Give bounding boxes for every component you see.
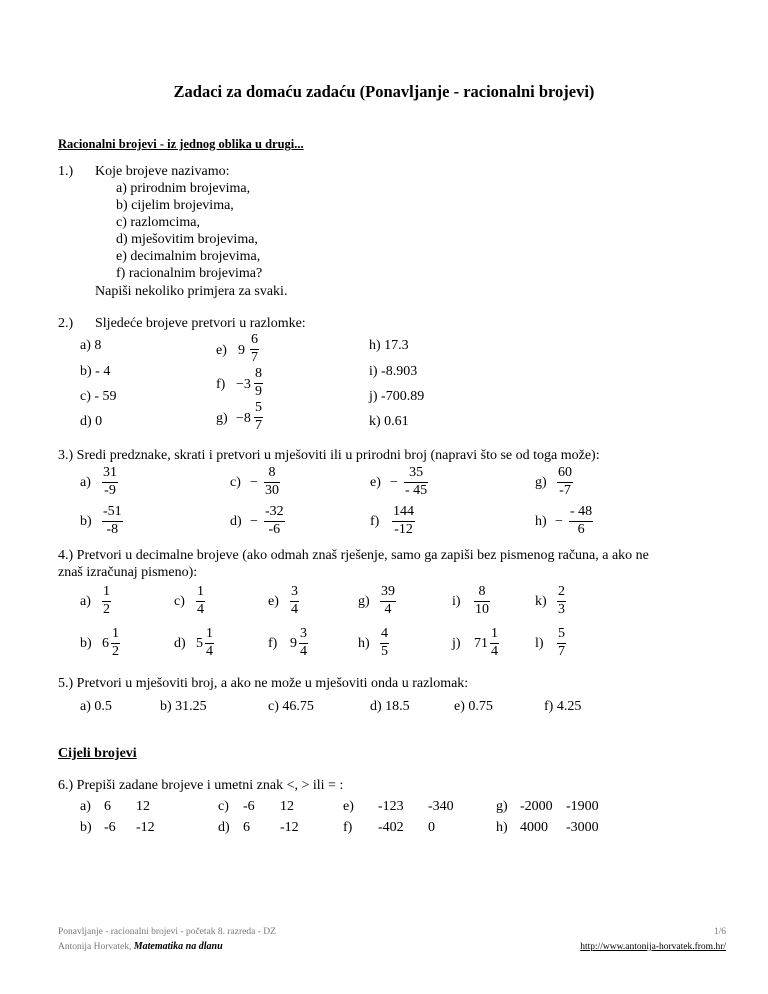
item-label: f)	[343, 820, 353, 835]
list-item: c) razlomcima,	[116, 215, 200, 230]
mixed-whole: 71	[474, 636, 488, 651]
document-title: Zadaci za domaću zadaću (Ponavljanje - racionalni brojevi)	[173, 82, 595, 101]
compare-value-right: 0	[428, 820, 435, 835]
numerator: 1	[197, 584, 204, 599]
compare-value-left: -123	[378, 799, 404, 814]
fraction	[380, 627, 389, 659]
denominator: 4	[491, 644, 498, 659]
denominator: -6	[268, 522, 281, 537]
list-item: d) 0	[80, 414, 103, 429]
mixed-whole: −8	[236, 411, 251, 426]
denominator: -12	[394, 522, 413, 537]
compare-value-left: 4000	[520, 820, 548, 835]
item-label: g)	[496, 799, 508, 814]
denominator: 2	[112, 644, 119, 659]
item-label: b)	[80, 514, 92, 529]
mixed-whole: 6	[102, 636, 109, 651]
list-item: b) - 4	[80, 364, 111, 379]
numerator: -51	[103, 504, 122, 519]
mixed-whole: 9	[238, 343, 245, 358]
list-item: e) decimalnim brojevima,	[116, 249, 261, 264]
denominator: 2	[103, 602, 110, 617]
list-item: d) mješovitim brojevima,	[116, 232, 258, 247]
list-item: a) 0.5	[80, 699, 112, 714]
question-footer: Napiši nekoliko primjera za svaki.	[95, 284, 288, 299]
fraction	[290, 585, 299, 617]
sign: −	[390, 475, 398, 490]
denominator: - 45	[405, 483, 428, 498]
question-number: 2.)	[58, 316, 74, 331]
list-item: h) 17.3	[369, 338, 409, 353]
footer-script-text: Matematika na dlanu	[133, 941, 223, 952]
fraction	[569, 505, 593, 537]
fraction	[557, 466, 573, 498]
list-item: a) 8	[80, 338, 102, 353]
item-label: d)	[218, 820, 230, 835]
item-label: e)	[268, 594, 279, 609]
numerator: 5	[558, 626, 565, 641]
numerator: 6	[251, 332, 258, 347]
denominator: 4	[206, 644, 213, 659]
fraction	[490, 627, 499, 659]
list-item: c) 46.75	[268, 699, 314, 714]
item-label: d)	[174, 636, 186, 651]
list-item: d) 18.5	[370, 699, 410, 714]
numerator: 5	[255, 400, 262, 415]
compare-value-right: -3000	[566, 820, 599, 835]
denominator: 30	[265, 483, 279, 498]
fraction	[254, 401, 263, 433]
footer-author: Antonija Horvatek, Matematika na dlanu	[58, 941, 223, 952]
sign: −	[250, 475, 258, 490]
denominator: -7	[559, 483, 571, 498]
compare-value-right: -12	[280, 820, 299, 835]
sign: −	[555, 514, 563, 529]
question-number: 1.)	[58, 164, 74, 179]
numerator: 4	[381, 626, 388, 641]
denominator: -9	[104, 483, 116, 498]
item-label: h)	[535, 514, 547, 529]
compare-value-left: 6	[243, 820, 250, 835]
numerator: 3	[291, 584, 298, 599]
question-text: Sljedeće brojeve pretvori u razlomke:	[95, 316, 306, 331]
numerator: 60	[558, 465, 572, 480]
fraction	[250, 333, 259, 365]
numerator: 1	[112, 626, 119, 641]
item-label: a)	[80, 594, 91, 609]
section-heading-integers: Cijeli brojevi	[58, 746, 137, 761]
denominator: 7	[558, 644, 565, 659]
question-text: 4.) Pretvori u decimalne brojeve (ako odmah znaš rješenje, samo ga zapiši bez pismenog računa, a ako ne	[58, 548, 649, 563]
fraction	[392, 505, 415, 537]
compare-value-left: -6	[104, 820, 116, 835]
question-text: 6.) Prepiši zadane brojeve i umetni znak <, > ili = :	[58, 778, 344, 793]
question-text: Koje brojeve nazivamo:	[95, 164, 230, 179]
fraction	[102, 585, 111, 617]
list-item: c) - 59	[80, 389, 117, 404]
denominator: 4	[384, 602, 392, 617]
mixed-whole: 5	[196, 636, 203, 651]
mixed-whole: 9	[290, 636, 297, 651]
list-item: a) prirodnim brojevima,	[116, 181, 251, 196]
item-label: g)	[216, 411, 228, 426]
list-item: j) -700.89	[369, 389, 425, 404]
item-label: f)	[216, 377, 226, 392]
question-text-cont: znaš izračunaj pismeno):	[58, 565, 198, 580]
denominator: 3	[558, 602, 565, 617]
numerator: 3	[300, 626, 307, 641]
denominator: 7	[255, 418, 262, 433]
list-item: f) racionalnim brojevima?	[116, 266, 263, 281]
list-item: f) 4.25	[544, 699, 582, 714]
denominator: 6	[577, 522, 585, 537]
item-label: e)	[343, 799, 354, 814]
numerator: 1	[491, 626, 498, 641]
question-text: 3.) Sredi predznake, skrati i pretvori u mješoviti ili u prirodni broj (napravi što se od toga može):	[58, 448, 600, 463]
item-label: c)	[174, 594, 185, 609]
item-label: b)	[80, 820, 92, 835]
section-heading-rational: Racionalni brojevi - iz jednog oblika u drugi...	[58, 137, 304, 151]
footer-link[interactable]: http://www.antonija-horvatek.from.hr/	[580, 942, 726, 952]
numerator: 35	[409, 465, 424, 480]
list-item: b) cijelim brojevima,	[116, 198, 234, 213]
list-item: e) 0.75	[454, 699, 493, 714]
item-label: b)	[80, 636, 92, 651]
compare-value-left: 6	[104, 799, 111, 814]
item-label: k)	[535, 594, 547, 609]
denominator: 10	[475, 602, 489, 617]
item-label: a)	[80, 475, 91, 490]
numerator: 39	[381, 584, 395, 599]
list-item: i) -8.903	[369, 364, 418, 379]
numerator: 8	[478, 584, 486, 599]
fraction	[264, 505, 285, 537]
list-item: k) 0.61	[369, 414, 409, 429]
denominator: -8	[106, 522, 119, 537]
item-label: f)	[268, 636, 278, 651]
numerator: 144	[393, 504, 414, 519]
item-label: f)	[370, 514, 380, 529]
item-label: j)	[452, 636, 461, 651]
item-label: g)	[535, 475, 547, 490]
fraction	[102, 466, 118, 498]
footer-url[interactable]	[580, 939, 726, 955]
numerator: 1	[206, 626, 213, 641]
compare-value-left: -2000	[520, 799, 553, 814]
author-name: Antonija Horvatek	[58, 942, 129, 952]
item-label: c)	[218, 799, 229, 814]
numerator: - 48	[570, 504, 593, 519]
denominator: 5	[381, 644, 388, 659]
item-label: g)	[358, 594, 370, 609]
mixed-whole: −3	[236, 377, 251, 392]
denominator: 4	[300, 644, 307, 659]
compare-value-left: -6	[243, 799, 255, 814]
item-label: h)	[358, 636, 370, 651]
item-label: d)	[230, 514, 242, 529]
compare-value-right: -1900	[566, 799, 599, 814]
numerator: 8	[255, 366, 262, 381]
fraction	[557, 627, 566, 659]
item-label: l)	[535, 636, 544, 651]
compare-value-right: 12	[280, 799, 294, 814]
fraction	[102, 505, 123, 537]
page-number: 1/6	[713, 927, 726, 937]
fraction	[299, 627, 308, 659]
item-label: i)	[452, 594, 461, 609]
question-text: 5.) Pretvori u mješoviti broj, a ako ne može u mješoviti onda u razlomak:	[58, 676, 469, 691]
fraction	[380, 585, 396, 617]
compare-value-right: 12	[136, 799, 150, 814]
compare-value-right: -340	[428, 799, 454, 814]
footer-doc-title: Ponavljanje - racionalni brojevi - početak 8. razreda - DZ	[58, 927, 276, 937]
fraction	[557, 585, 566, 617]
numerator: -32	[265, 504, 284, 519]
fraction	[254, 367, 263, 399]
sign: −	[250, 514, 258, 529]
list-item: b) 31.25	[160, 699, 207, 714]
fraction	[404, 466, 428, 498]
compare-value-right: -12	[136, 820, 155, 835]
item-label: h)	[496, 820, 508, 835]
compare-value-left: -402	[378, 820, 404, 835]
item-label: c)	[230, 475, 241, 490]
item-label: a)	[80, 799, 91, 814]
fraction	[264, 466, 280, 498]
denominator: 4	[291, 602, 298, 617]
numerator: 2	[558, 584, 565, 599]
item-label: e)	[370, 475, 381, 490]
fraction	[196, 585, 205, 617]
numerator: 8	[268, 465, 276, 480]
fraction	[474, 585, 490, 617]
fraction	[205, 627, 214, 659]
denominator: 4	[197, 602, 204, 617]
numerator: 31	[103, 465, 117, 480]
denominator: 7	[251, 350, 258, 365]
numerator: 1	[103, 584, 110, 599]
item-label: e)	[216, 343, 227, 358]
fraction	[111, 627, 120, 659]
denominator: 9	[255, 384, 262, 399]
